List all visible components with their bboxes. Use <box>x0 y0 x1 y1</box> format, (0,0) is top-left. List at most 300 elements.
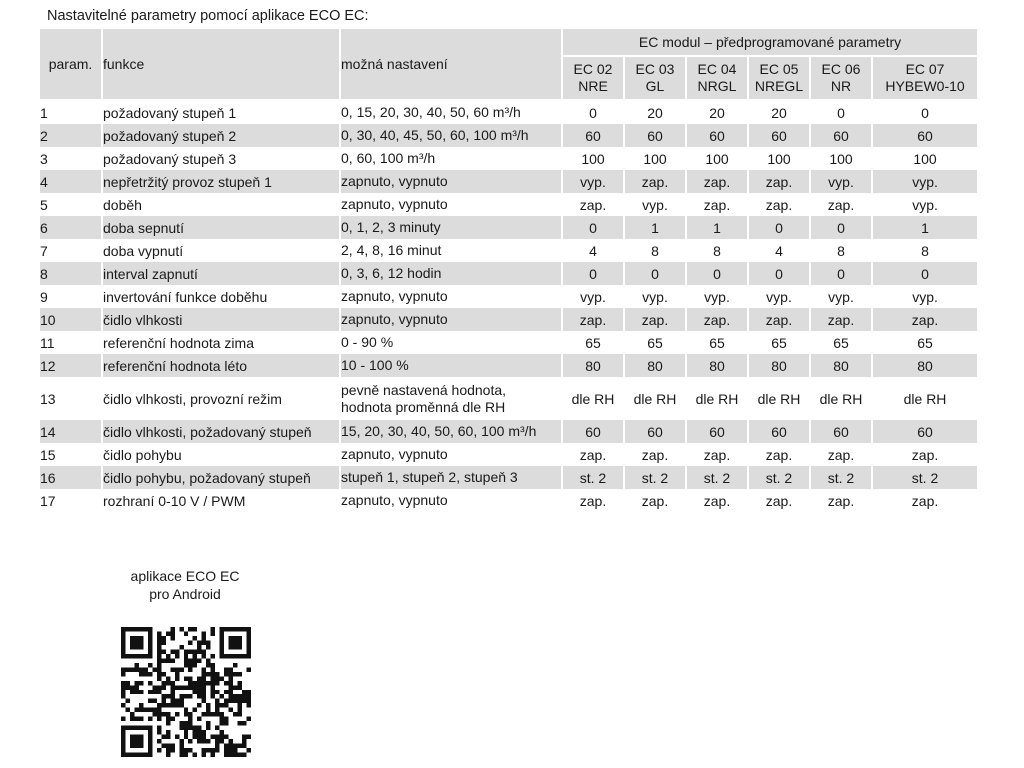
module-value: 60 <box>810 420 872 443</box>
qr-module <box>238 685 242 689</box>
module-value: st. 2 <box>686 466 748 489</box>
module-value: 0 <box>748 262 810 285</box>
table-row <box>40 147 978 170</box>
qr-module <box>148 753 152 757</box>
qr-module <box>202 712 206 716</box>
settings-line: 10 - 100 % <box>341 357 409 373</box>
qr-module <box>157 748 161 752</box>
function-name: požadovaný stupeň 1 <box>102 100 340 124</box>
module-value: zap. <box>872 489 978 512</box>
module-code: EC 05 <box>759 61 799 77</box>
qr-module <box>148 717 152 721</box>
settings-line: 0 - 90 % <box>341 334 394 350</box>
qr-module <box>247 748 251 752</box>
app-caption-line1: aplikace ECO EC <box>130 568 240 584</box>
qr-module <box>211 676 215 680</box>
qr-module <box>247 627 251 631</box>
qr-module <box>161 658 165 662</box>
qr-module <box>157 703 161 707</box>
col-header-function: funkce <box>102 29 340 100</box>
module-value: zap. <box>562 489 624 512</box>
qr-module <box>179 627 183 631</box>
qr-module <box>197 730 201 734</box>
module-value: 0 <box>872 262 978 285</box>
qr-module <box>170 717 174 721</box>
module-value: 65 <box>624 331 686 354</box>
qr-module <box>139 672 143 676</box>
qr-module <box>224 690 228 694</box>
qr-module <box>188 721 192 725</box>
module-value: vyp. <box>624 285 686 308</box>
qr-module <box>188 712 192 716</box>
qr-module <box>179 748 183 752</box>
qr-module <box>134 753 138 757</box>
qr-module <box>229 672 233 676</box>
settings-line: hodnota proměnná dle RH <box>341 398 506 415</box>
param-number: 12 <box>40 354 102 377</box>
module-value: 80 <box>562 354 624 377</box>
settings-line: 0, 3, 6, 12 hodin <box>341 265 442 281</box>
module-model: NR <box>830 78 852 94</box>
qr-module <box>197 694 201 698</box>
qr-module <box>188 717 192 721</box>
module-value: 60 <box>872 124 978 147</box>
module-value: zap. <box>810 489 872 512</box>
module-value: dle RH <box>748 377 810 420</box>
qr-module <box>242 721 246 725</box>
qr-module <box>242 627 246 631</box>
function-name: referenční hodnota zima <box>102 331 340 354</box>
module-value: zap. <box>624 308 686 331</box>
qr-module <box>161 649 165 653</box>
module-code: EC 03 <box>635 61 675 77</box>
table-row <box>40 308 978 331</box>
qr-module <box>193 663 197 667</box>
qr-module <box>148 645 152 649</box>
qr-module <box>148 735 152 739</box>
settings-line: 15, 20, 30, 40, 50, 60, 100 m³/h <box>341 423 537 439</box>
qr-module <box>229 654 233 658</box>
module-value: 4 <box>748 239 810 262</box>
qr-module <box>139 717 143 721</box>
qr-module <box>184 649 188 653</box>
qr-module <box>148 654 152 658</box>
module-value: vyp. <box>872 193 978 216</box>
qr-module <box>197 690 201 694</box>
table-row <box>40 377 978 420</box>
qr-module <box>229 627 233 631</box>
qr-module <box>184 726 188 730</box>
qr-module <box>247 654 251 658</box>
function-name: invertování funkce doběhu <box>102 285 340 308</box>
module-value: zap. <box>872 443 978 466</box>
table-row <box>40 239 978 262</box>
qr-module <box>134 681 138 685</box>
qr-module <box>215 703 219 707</box>
android-app-caption <box>110 567 260 603</box>
module-value: 0 <box>562 216 624 239</box>
qr-module <box>148 681 152 685</box>
qr-module <box>152 699 156 703</box>
settings-line: 0, 15, 20, 30, 40, 50, 60 m³/h <box>341 104 521 120</box>
qr-module <box>148 631 152 635</box>
qr-module <box>139 753 143 757</box>
qr-module <box>206 721 210 725</box>
qr-module <box>211 631 215 635</box>
qr-module <box>224 667 228 671</box>
qr-module <box>229 685 233 689</box>
qr-module <box>179 744 183 748</box>
qr-module <box>130 717 134 721</box>
qr-module <box>215 690 219 694</box>
module-value: 100 <box>686 147 748 170</box>
qr-module <box>152 708 156 712</box>
qr-module <box>224 681 228 685</box>
qr-module <box>184 663 188 667</box>
qr-module <box>220 717 224 721</box>
qr-module <box>233 636 237 640</box>
qr-module <box>170 649 174 653</box>
function-name: rozhraní 0-10 V / PWM <box>102 489 340 512</box>
qr-module <box>157 658 161 662</box>
module-value: 100 <box>872 147 978 170</box>
qr-module <box>206 739 210 743</box>
qr-module <box>134 726 138 730</box>
qr-module <box>139 640 143 644</box>
qr-module <box>224 703 228 707</box>
qr-module <box>220 703 224 707</box>
table-row <box>40 193 978 216</box>
qr-module <box>148 748 152 752</box>
qr-module <box>175 654 179 658</box>
qr-module <box>134 744 138 748</box>
table-row <box>40 420 978 443</box>
qr-module <box>179 753 183 757</box>
qr-module <box>233 663 237 667</box>
qr-module <box>202 730 206 734</box>
qr-module <box>125 708 129 712</box>
module-value: 65 <box>748 331 810 354</box>
qr-module <box>233 672 237 676</box>
module-value: vyp. <box>562 285 624 308</box>
qr-module <box>202 699 206 703</box>
qr-module <box>211 672 215 676</box>
qr-module <box>170 690 174 694</box>
module-value: 100 <box>748 147 810 170</box>
qr-module <box>193 658 197 662</box>
qr-module <box>229 636 233 640</box>
qr-module <box>188 681 192 685</box>
possible-settings <box>340 262 562 285</box>
qr-module <box>202 631 206 635</box>
qr-module <box>188 627 192 631</box>
qr-module <box>238 753 242 757</box>
param-number: 2 <box>40 124 102 147</box>
qr-module <box>121 636 125 640</box>
qr-module <box>242 735 246 739</box>
function-name: čidlo pohybu <box>102 443 340 466</box>
settings-line: 0, 1, 2, 3 minuty <box>341 219 441 235</box>
module-value: zap. <box>686 193 748 216</box>
settings-line: 0, 30, 40, 45, 50, 60, 100 m³/h <box>341 127 529 143</box>
qr-module <box>184 708 188 712</box>
function-name: interval zapnutí <box>102 262 340 285</box>
qr-module <box>139 645 143 649</box>
module-value: st. 2 <box>810 466 872 489</box>
qr-module <box>184 658 188 662</box>
param-number: 5 <box>40 193 102 216</box>
qr-module <box>166 721 170 725</box>
qr-module <box>193 690 197 694</box>
qr-module <box>238 654 242 658</box>
qr-module <box>157 690 161 694</box>
qr-module <box>139 739 143 743</box>
param-number: 3 <box>40 147 102 170</box>
qr-module <box>130 744 134 748</box>
qr-module <box>211 753 215 757</box>
qr-module <box>170 631 174 635</box>
qr-module <box>170 703 174 707</box>
module-value: vyp. <box>810 285 872 308</box>
qr-module <box>134 735 138 739</box>
qr-module <box>211 627 215 631</box>
qr-module <box>148 699 152 703</box>
qr-module <box>157 726 161 730</box>
qr-module <box>125 667 129 671</box>
qr-module <box>121 690 125 694</box>
qr-module <box>130 667 134 671</box>
module-value: 60 <box>624 124 686 147</box>
qr-module <box>247 699 251 703</box>
qr-code-icon[interactable] <box>121 627 251 757</box>
table-row <box>40 285 978 308</box>
module-value: 1 <box>624 216 686 239</box>
module-value: 0 <box>810 100 872 124</box>
qr-module <box>202 676 206 680</box>
qr-module <box>134 654 138 658</box>
qr-module <box>224 753 228 757</box>
qr-module <box>238 699 242 703</box>
qr-module <box>224 654 228 658</box>
col-header-module <box>562 56 624 100</box>
qr-module <box>157 667 161 671</box>
module-value: 60 <box>562 420 624 443</box>
qr-module <box>220 627 224 631</box>
qr-module <box>247 640 251 644</box>
qr-module <box>224 672 228 676</box>
module-value: 60 <box>748 420 810 443</box>
qr-module <box>170 658 174 662</box>
qr-module <box>229 676 233 680</box>
module-value: vyp. <box>562 170 624 193</box>
qr-module <box>148 744 152 748</box>
module-value: zap. <box>810 443 872 466</box>
qr-module <box>193 627 197 631</box>
qr-module <box>161 703 165 707</box>
qr-module <box>220 735 224 739</box>
qr-module <box>211 748 215 752</box>
qr-module <box>170 667 174 671</box>
qr-module <box>242 690 246 694</box>
module-value: zap. <box>562 308 624 331</box>
qr-module <box>148 708 152 712</box>
qr-module <box>148 672 152 676</box>
qr-module <box>148 739 152 743</box>
module-value: zap. <box>624 489 686 512</box>
qr-module <box>215 676 219 680</box>
module-value: 65 <box>872 331 978 354</box>
qr-module <box>130 640 134 644</box>
qr-module <box>130 712 134 716</box>
qr-module <box>139 681 143 685</box>
qr-module <box>238 708 242 712</box>
qr-module <box>197 649 201 653</box>
qr-module <box>215 681 219 685</box>
qr-module <box>202 667 206 671</box>
module-value: 60 <box>562 124 624 147</box>
qr-module <box>157 654 161 658</box>
qr-module <box>215 748 219 752</box>
module-value: 80 <box>748 354 810 377</box>
qr-module <box>166 730 170 734</box>
qr-module <box>148 730 152 734</box>
qr-module <box>161 735 165 739</box>
qr-module <box>157 636 161 640</box>
qr-module <box>166 744 170 748</box>
qr-module <box>188 649 192 653</box>
qr-module <box>179 726 183 730</box>
module-value: vyp. <box>810 170 872 193</box>
qr-module <box>188 726 192 730</box>
qr-module <box>184 676 188 680</box>
qr-module <box>161 672 165 676</box>
qr-module <box>224 748 228 752</box>
qr-module <box>157 708 161 712</box>
module-value: 65 <box>686 331 748 354</box>
possible-settings <box>340 420 562 443</box>
module-value: 1 <box>872 216 978 239</box>
qr-module <box>247 667 251 671</box>
qr-module <box>188 748 192 752</box>
qr-module <box>130 654 134 658</box>
qr-module <box>130 753 134 757</box>
qr-module <box>157 640 161 644</box>
qr-module <box>184 694 188 698</box>
table-row <box>40 354 978 377</box>
qr-module <box>188 694 192 698</box>
qr-module <box>134 708 138 712</box>
qr-module <box>220 631 224 635</box>
qr-module <box>188 658 192 662</box>
settings-line: zapnuto, vypnuto <box>341 196 448 212</box>
qr-module <box>229 753 233 757</box>
app-caption-line2: pro Android <box>149 586 221 602</box>
qr-module <box>139 735 143 739</box>
qr-module <box>238 681 242 685</box>
qr-module <box>152 685 156 689</box>
module-code: EC 04 <box>697 61 737 77</box>
qr-module <box>161 640 165 644</box>
qr-module <box>238 645 242 649</box>
qr-module <box>175 699 179 703</box>
col-header-settings: možná nastavení <box>340 29 562 100</box>
qr-module <box>134 739 138 743</box>
param-number: 17 <box>40 489 102 512</box>
qr-module <box>134 663 138 667</box>
qr-module <box>206 726 210 730</box>
qr-module <box>220 654 224 658</box>
qr-module <box>143 667 147 671</box>
qr-module <box>134 685 138 689</box>
qr-module <box>247 636 251 640</box>
col-header-param: param. <box>40 29 102 100</box>
qr-module <box>220 640 224 644</box>
settings-line: 0, 60, 100 m³/h <box>341 150 436 166</box>
table-row <box>40 100 978 124</box>
qr-module <box>193 649 197 653</box>
qr-module <box>184 712 188 716</box>
module-value: 0 <box>872 100 978 124</box>
qr-module <box>229 694 233 698</box>
possible-settings <box>340 170 562 193</box>
function-name: čidlo pohybu, požadovaný stupeň <box>102 466 340 489</box>
function-name: doba sepnutí <box>102 216 340 239</box>
module-value: zap. <box>748 489 810 512</box>
possible-settings <box>340 216 562 239</box>
qr-module <box>211 735 215 739</box>
qr-module <box>215 739 219 743</box>
qr-module <box>211 712 215 716</box>
qr-module <box>157 685 161 689</box>
module-value: 1 <box>686 216 748 239</box>
qr-module <box>121 672 125 676</box>
qr-module <box>197 703 201 707</box>
qr-module <box>179 694 183 698</box>
qr-module <box>220 649 224 653</box>
qr-module <box>247 645 251 649</box>
qr-module <box>130 627 134 631</box>
module-value: zap. <box>872 308 978 331</box>
module-value: zap. <box>562 443 624 466</box>
qr-module <box>157 645 161 649</box>
qr-module <box>166 676 170 680</box>
qr-module <box>184 721 188 725</box>
qr-module <box>170 694 174 698</box>
qr-module <box>139 654 143 658</box>
qr-module <box>184 685 188 689</box>
function-name: nepřetržitý provoz stupeň 1 <box>102 170 340 193</box>
qr-module <box>130 739 134 743</box>
settings-line: zapnuto, vypnuto <box>341 492 448 508</box>
module-value: 80 <box>686 354 748 377</box>
qr-module <box>202 672 206 676</box>
param-number: 7 <box>40 239 102 262</box>
qr-module <box>211 690 215 694</box>
qr-module <box>179 667 183 671</box>
param-number: 16 <box>40 466 102 489</box>
module-value: 65 <box>562 331 624 354</box>
module-value: zap. <box>810 308 872 331</box>
qr-module <box>157 649 161 653</box>
qr-module <box>193 708 197 712</box>
qr-module <box>242 753 246 757</box>
qr-module <box>166 703 170 707</box>
qr-module <box>179 645 183 649</box>
qr-module <box>166 694 170 698</box>
module-value: 60 <box>872 420 978 443</box>
col-header-module <box>686 56 748 100</box>
col-header-module <box>748 56 810 100</box>
